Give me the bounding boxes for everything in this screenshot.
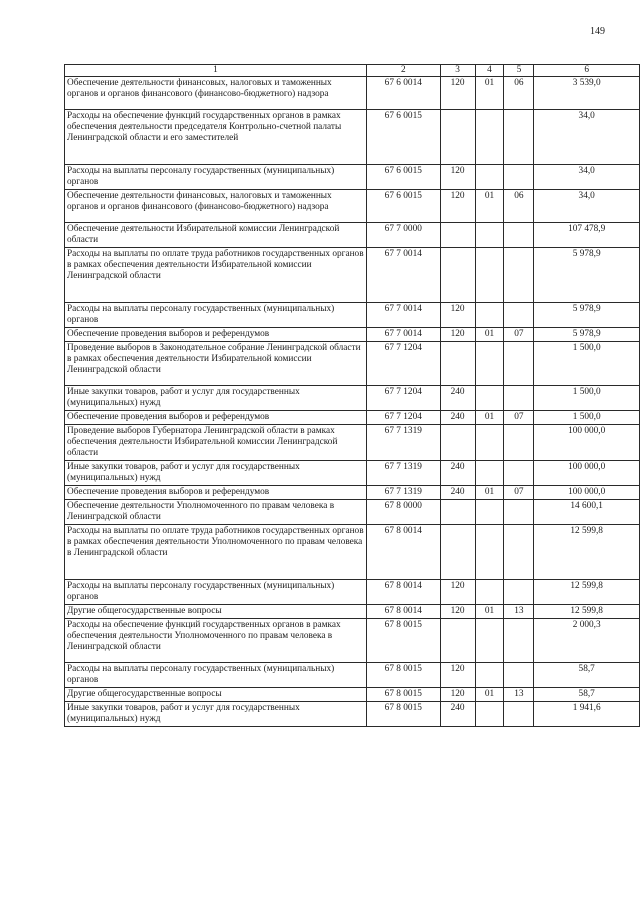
subsection-cell (504, 663, 534, 688)
subsection-cell (504, 342, 534, 386)
table-row (65, 605, 640, 619)
subsection-cell (504, 248, 534, 303)
table-row (65, 77, 640, 110)
table-row (65, 190, 640, 223)
section-cell (475, 619, 504, 663)
budget-table (64, 64, 640, 727)
target-article-cell: 67 8 0015 (366, 663, 440, 688)
amount-cell: 5 978,9 (534, 328, 640, 342)
section-cell (475, 248, 504, 303)
target-article-cell: 67 7 0014 (366, 248, 440, 303)
subsection-cell (504, 303, 534, 328)
table-row (65, 500, 640, 525)
item-name-cell: Проведение выборов в Законодательное собрание Ленинградской области в рамках обеспечения деятельности Избирательной комиссии Ленинградской области (65, 342, 367, 386)
target-article-cell: 67 8 0015 (366, 688, 440, 702)
table-row (65, 411, 640, 425)
header-col-3: 3 (440, 65, 475, 77)
amount-cell: 5 978,9 (534, 248, 640, 303)
amount-cell: 34,0 (534, 190, 640, 223)
item-name-cell: Обеспечение деятельности Избирательной комиссии Ленинградской области (65, 223, 367, 248)
table-row (65, 342, 640, 386)
amount-cell: 100 000,0 (534, 486, 640, 500)
target-article-cell: 67 8 0014 (366, 525, 440, 580)
subsection-cell (504, 425, 534, 461)
expense-type-cell: 120 (440, 663, 475, 688)
target-article-cell: 67 8 0014 (366, 605, 440, 619)
target-article-cell: 67 6 0015 (366, 110, 440, 165)
item-name-cell: Обеспечение деятельности финансовых, налоговых и таможенных органов и органов финансового (финансово-бюджетного) надзора (65, 77, 367, 110)
amount-cell: 12 599,8 (534, 525, 640, 580)
table-row (65, 165, 640, 190)
subsection-cell: 06 (504, 190, 534, 223)
section-cell: 01 (475, 486, 504, 500)
subsection-cell (504, 619, 534, 663)
amount-cell: 107 478,9 (534, 223, 640, 248)
target-article-cell: 67 7 1204 (366, 411, 440, 425)
target-article-cell: 67 6 0015 (366, 165, 440, 190)
amount-cell: 12 599,8 (534, 580, 640, 605)
section-cell (475, 702, 504, 727)
section-cell (475, 663, 504, 688)
section-cell (475, 580, 504, 605)
table-row (65, 461, 640, 486)
section-cell (475, 425, 504, 461)
amount-cell: 34,0 (534, 165, 640, 190)
item-name-cell: Другие общегосударственные вопросы (65, 605, 367, 619)
subsection-cell (504, 223, 534, 248)
section-cell (475, 525, 504, 580)
subsection-cell (504, 110, 534, 165)
table-row (65, 328, 640, 342)
item-name-cell: Расходы на выплаты персоналу государственных (муниципальных) органов (65, 580, 367, 605)
section-cell (475, 386, 504, 411)
section-cell (475, 461, 504, 486)
subsection-cell (504, 525, 534, 580)
table-row (65, 223, 640, 248)
subsection-cell (504, 500, 534, 525)
expense-type-cell: 240 (440, 411, 475, 425)
item-name-cell: Расходы на выплаты по оплате труда работников государственных органов в рамках обеспечения деятельности Уполномоченного по правам человека в Ленинградской области (65, 525, 367, 580)
header-row (65, 65, 640, 77)
item-name-cell: Обеспечение проведения выборов и референдумов (65, 328, 367, 342)
target-article-cell: 67 8 0015 (366, 702, 440, 727)
item-name-cell: Обеспечение проведения выборов и референдумов (65, 486, 367, 500)
table-row (65, 525, 640, 580)
section-cell: 01 (475, 190, 504, 223)
target-article-cell: 67 7 0014 (366, 303, 440, 328)
amount-cell: 34,0 (534, 110, 640, 165)
section-cell (475, 223, 504, 248)
expense-type-cell: 240 (440, 486, 475, 500)
target-article-cell: 67 7 0000 (366, 223, 440, 248)
section-cell (475, 110, 504, 165)
expense-type-cell: 120 (440, 328, 475, 342)
amount-cell: 1 500,0 (534, 411, 640, 425)
section-cell (475, 303, 504, 328)
amount-cell: 1 500,0 (534, 342, 640, 386)
section-cell: 01 (475, 77, 504, 110)
expense-type-cell (440, 223, 475, 248)
item-name-cell: Расходы на обеспечение функций государственных органов в рамках обеспечения деятельности председателя Контрольно-счетной палаты Ленинградской области и его заместителей (65, 110, 367, 165)
section-cell: 01 (475, 605, 504, 619)
expense-type-cell: 240 (440, 702, 475, 727)
target-article-cell: 67 8 0015 (366, 619, 440, 663)
table-row (65, 425, 640, 461)
amount-cell: 2 000,3 (534, 619, 640, 663)
subsection-cell: 06 (504, 77, 534, 110)
target-article-cell: 67 6 0014 (366, 77, 440, 110)
amount-cell: 3 539,0 (534, 77, 640, 110)
subsection-cell: 13 (504, 605, 534, 619)
section-cell (475, 500, 504, 525)
target-article-cell: 67 8 0014 (366, 580, 440, 605)
expense-type-cell: 120 (440, 77, 475, 110)
expense-type-cell: 120 (440, 688, 475, 702)
amount-cell: 5 978,9 (534, 303, 640, 328)
item-name-cell: Расходы на выплаты персоналу государственных (муниципальных) органов (65, 663, 367, 688)
page-number: 149 (590, 26, 605, 37)
expense-type-cell (440, 248, 475, 303)
table-row (65, 619, 640, 663)
amount-cell: 1 500,0 (534, 386, 640, 411)
target-article-cell: 67 6 0015 (366, 190, 440, 223)
subsection-cell: 07 (504, 328, 534, 342)
expense-type-cell: 240 (440, 461, 475, 486)
target-article-cell: 67 7 1204 (366, 386, 440, 411)
section-cell: 01 (475, 411, 504, 425)
table-row (65, 110, 640, 165)
amount-cell: 14 600,1 (534, 500, 640, 525)
item-name-cell: Расходы на выплаты по оплате труда работников государственных органов в рамках обеспечения деятельности Избирательной комиссии Ленинградской области (65, 248, 367, 303)
amount-cell: 58,7 (534, 688, 640, 702)
expense-type-cell (440, 342, 475, 386)
table-row (65, 386, 640, 411)
table-row (65, 663, 640, 688)
header-col-5: 5 (504, 65, 534, 77)
expense-type-cell: 120 (440, 165, 475, 190)
item-name-cell: Обеспечение проведения выборов и референдумов (65, 411, 367, 425)
subsection-cell (504, 165, 534, 190)
item-name-cell: Иные закупки товаров, работ и услуг для государственных (муниципальных) нужд (65, 386, 367, 411)
table-row (65, 248, 640, 303)
target-article-cell: 67 7 0014 (366, 328, 440, 342)
header-col-4: 4 (475, 65, 504, 77)
item-name-cell: Расходы на обеспечение функций государственных органов в рамках обеспечения деятельности Уполномоченного по правам человека в Ленинградской области (65, 619, 367, 663)
table-row (65, 486, 640, 500)
subsection-cell (504, 702, 534, 727)
expense-type-cell: 120 (440, 190, 475, 223)
expense-type-cell: 120 (440, 303, 475, 328)
amount-cell: 12 599,8 (534, 605, 640, 619)
table-row (65, 580, 640, 605)
header-col-2: 2 (366, 65, 440, 77)
subsection-cell: 07 (504, 411, 534, 425)
amount-cell: 100 000,0 (534, 461, 640, 486)
header-col-1: 1 (65, 65, 367, 77)
table-row (65, 702, 640, 727)
amount-cell: 1 941,6 (534, 702, 640, 727)
subsection-cell (504, 580, 534, 605)
item-name-cell: Иные закупки товаров, работ и услуг для государственных (муниципальных) нужд (65, 702, 367, 727)
expense-type-cell: 120 (440, 605, 475, 619)
item-name-cell: Расходы на выплаты персоналу государственных (муниципальных) органов (65, 165, 367, 190)
item-name-cell: Иные закупки товаров, работ и услуг для государственных (муниципальных) нужд (65, 461, 367, 486)
subsection-cell: 07 (504, 486, 534, 500)
subsection-cell (504, 386, 534, 411)
section-cell: 01 (475, 328, 504, 342)
table-body (65, 77, 640, 727)
section-cell (475, 342, 504, 386)
amount-cell: 58,7 (534, 663, 640, 688)
header-col-6: 6 (534, 65, 640, 77)
expense-type-cell (440, 425, 475, 461)
item-name-cell: Обеспечение деятельности Уполномоченного по правам человека в Ленинградской области (65, 500, 367, 525)
expense-type-cell: 120 (440, 580, 475, 605)
table-row (65, 688, 640, 702)
target-article-cell: 67 7 1204 (366, 342, 440, 386)
subsection-cell: 13 (504, 688, 534, 702)
target-article-cell: 67 8 0000 (366, 500, 440, 525)
subsection-cell (504, 461, 534, 486)
item-name-cell: Проведение выборов Губернатора Ленинградской области в рамках обеспечения деятельности Избирательной комиссии Ленинградской области (65, 425, 367, 461)
expense-type-cell (440, 619, 475, 663)
expense-type-cell (440, 500, 475, 525)
target-article-cell: 67 7 1319 (366, 425, 440, 461)
table-row (65, 303, 640, 328)
expense-type-cell (440, 525, 475, 580)
item-name-cell: Обеспечение деятельности финансовых, налоговых и таможенных органов и органов финансового (финансово-бюджетного) надзора (65, 190, 367, 223)
item-name-cell: Другие общегосударственные вопросы (65, 688, 367, 702)
section-cell: 01 (475, 688, 504, 702)
target-article-cell: 67 7 1319 (366, 486, 440, 500)
expense-type-cell: 240 (440, 386, 475, 411)
item-name-cell: Расходы на выплаты персоналу государственных (муниципальных) органов (65, 303, 367, 328)
amount-cell: 100 000,0 (534, 425, 640, 461)
target-article-cell: 67 7 1319 (366, 461, 440, 486)
expense-type-cell (440, 110, 475, 165)
section-cell (475, 165, 504, 190)
